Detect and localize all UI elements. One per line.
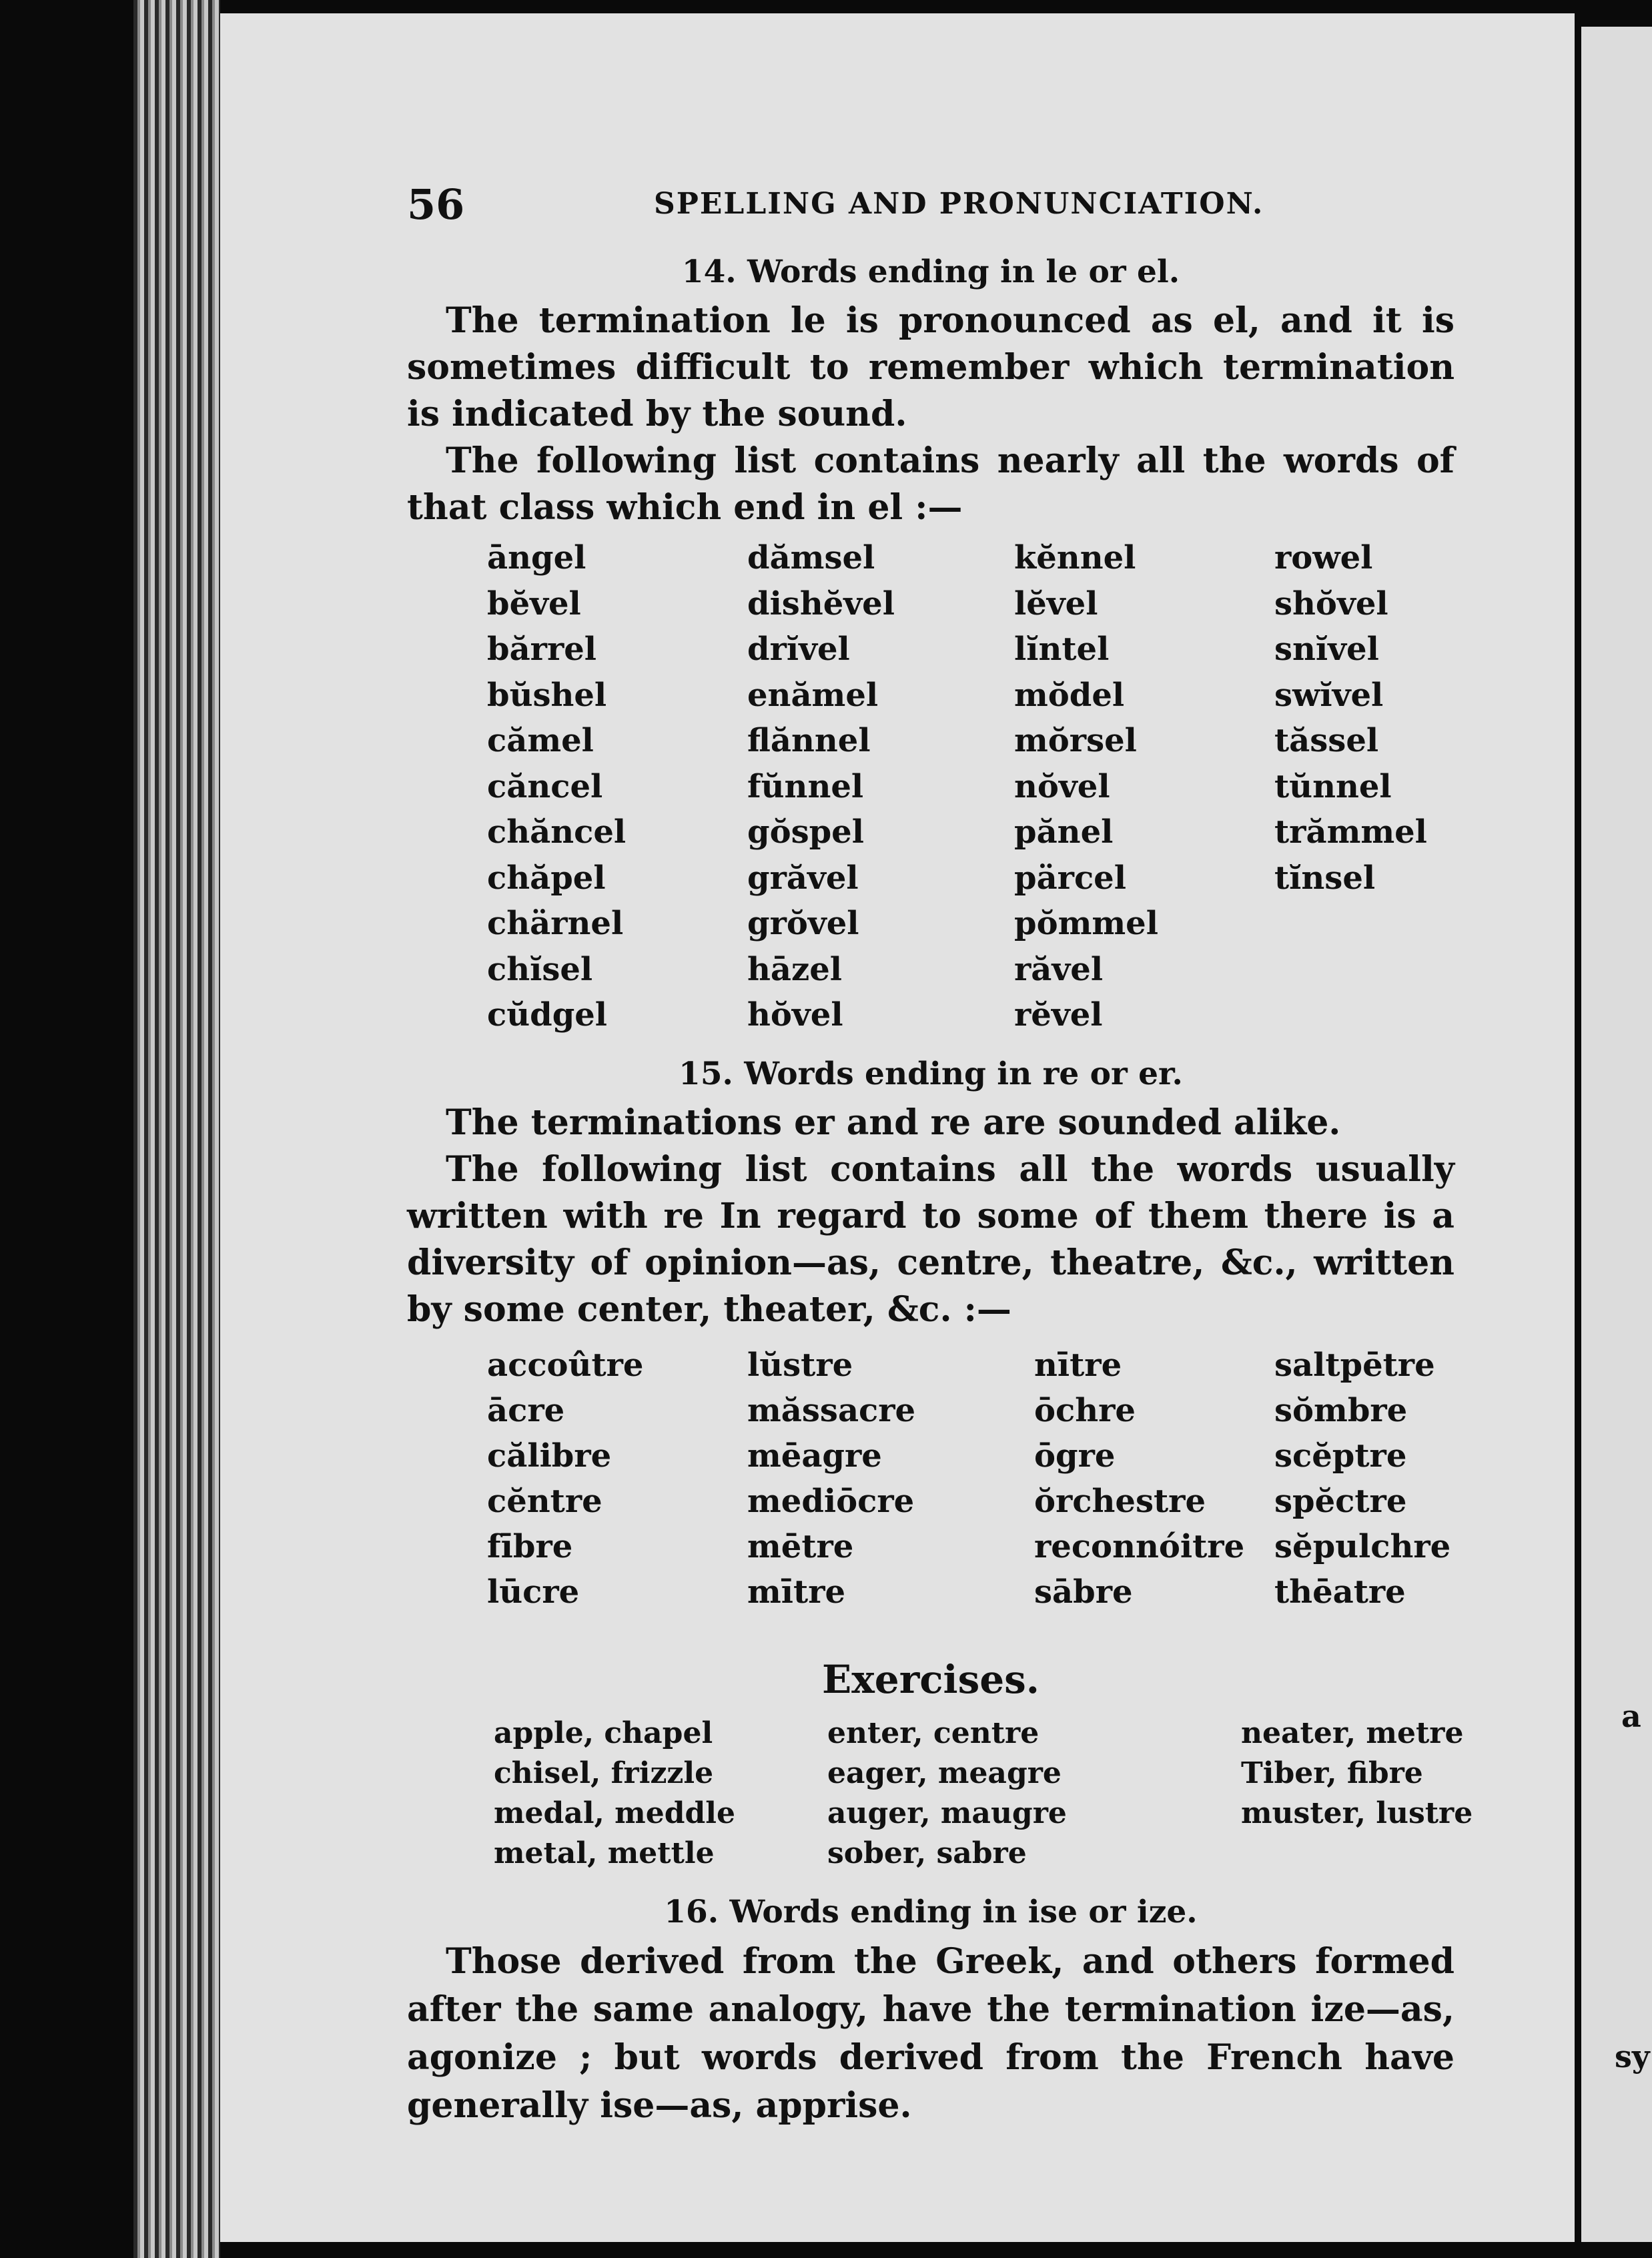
- page-header: [407, 180, 1455, 247]
- next-page-fragment-2: sy: [1615, 2038, 1650, 2075]
- list-item: hŏvel: [747, 996, 843, 1034]
- list-item: dishĕvel: [747, 585, 895, 623]
- list-item: chăncel: [487, 813, 627, 851]
- section-14: [407, 247, 1455, 1038]
- list-item: chăpel: [487, 859, 606, 897]
- list-item: kĕnnel: [1014, 539, 1136, 577]
- list-item: shŏvel: [1274, 585, 1388, 623]
- list-item: lūcre: [487, 1573, 580, 1611]
- re-word-column: [747, 1343, 1034, 1615]
- list-item: mētre: [747, 1527, 854, 1565]
- section-16: [407, 1887, 1455, 2130]
- list-item: sābre: [1034, 1573, 1133, 1611]
- list-item: saltpētre: [1274, 1346, 1435, 1384]
- list-item: bŭshel: [487, 676, 607, 714]
- list-item: călibre: [487, 1437, 612, 1475]
- re-word-column: [487, 1343, 747, 1615]
- section-15-paragraph-1: The terminations er and re are sounded alike.: [446, 1102, 1341, 1143]
- page-content: [407, 180, 1473, 2130]
- list-item: Tiber, fibre: [1241, 1756, 1423, 1790]
- list-item: āngel: [487, 539, 586, 577]
- list-item: apple, chapel: [494, 1716, 713, 1750]
- section-15-heading: 15. Words ending in re or er.: [679, 1055, 1183, 1092]
- list-item: răvel: [1014, 950, 1104, 988]
- exercise-list: [494, 1714, 1473, 1874]
- el-word-list: [487, 535, 1455, 1038]
- list-item: drĭvel: [747, 631, 850, 668]
- list-item: enter, centre: [827, 1716, 1040, 1750]
- list-item: mēagre: [747, 1437, 882, 1475]
- running-title: SPELLING AND PRONUNCIATION.: [654, 187, 1264, 221]
- list-item: sĕpulchre: [1274, 1527, 1451, 1565]
- list-item: ōchre: [1034, 1391, 1136, 1429]
- list-item: enămel: [747, 676, 879, 714]
- section-16-paragraph: Those derived from the Greek, and others formed after the same analogy, have the termination ize—as, agonize ; but words derived from the French have generally ise—as, apprise.: [407, 1940, 1455, 2126]
- list-item: snĭvel: [1274, 631, 1379, 668]
- list-item: pŏmmel: [1014, 905, 1158, 942]
- list-item: trămmel: [1274, 813, 1427, 851]
- list-item: reconnóitre: [1034, 1527, 1245, 1565]
- list-item: mŏdel: [1014, 676, 1125, 714]
- list-item: auger, maugre: [827, 1796, 1067, 1830]
- list-item: măssacre: [747, 1391, 916, 1429]
- list-item: chĭsel: [487, 950, 593, 988]
- list-item: ōgre: [1034, 1437, 1116, 1475]
- list-item: nītre: [1034, 1346, 1122, 1384]
- list-item: cĕntre: [487, 1482, 602, 1520]
- list-item: metal, mettle: [494, 1836, 715, 1870]
- list-item: fībre: [487, 1527, 573, 1565]
- section-14-heading: 14. Words ending in le or el.: [681, 254, 1180, 290]
- list-item: tŭnnel: [1274, 767, 1392, 805]
- section-15: [407, 1049, 1455, 1615]
- next-page-strip: [1581, 27, 1652, 2242]
- list-item: scĕptre: [1274, 1437, 1407, 1475]
- el-word-column: [1014, 535, 1274, 1038]
- section-16-heading: 16. Words ending in ise or ize.: [664, 1893, 1198, 1930]
- list-item: chisel, frizzle: [494, 1756, 714, 1790]
- list-item: grăvel: [747, 859, 859, 897]
- list-item: pärcel: [1014, 859, 1126, 897]
- list-item: cŭdgel: [487, 996, 608, 1034]
- list-item: cămel: [487, 722, 594, 759]
- exercise-column: [494, 1714, 827, 1874]
- exercises: [407, 1656, 1473, 1874]
- list-item: lĭntel: [1014, 631, 1110, 668]
- list-item: lŭstre: [747, 1346, 853, 1384]
- list-item: hāzel: [747, 950, 843, 988]
- list-item: nŏvel: [1014, 767, 1110, 805]
- exercise-column: [1241, 1714, 1541, 1874]
- el-word-column: [747, 535, 1014, 1038]
- re-word-list: [487, 1343, 1455, 1615]
- list-item: thēatre: [1274, 1573, 1406, 1611]
- list-item: mŏrsel: [1014, 722, 1137, 759]
- list-item: pănel: [1014, 813, 1114, 851]
- list-item: medal, meddle: [494, 1796, 735, 1830]
- list-item: bĕvel: [487, 585, 581, 623]
- list-item: spĕctre: [1274, 1482, 1407, 1520]
- list-item: tăssel: [1274, 722, 1379, 759]
- list-item: chärnel: [487, 905, 624, 942]
- list-item: rowel: [1274, 539, 1373, 577]
- list-item: dămsel: [747, 539, 875, 577]
- section-15-paragraph-2: The following list contains all the words usually written with re In regard to some of them there is a diversity of opinion—as, centre, theatre, &c., written by some center, theater, &c. :—: [407, 1148, 1455, 1330]
- page-edge-stack: [133, 0, 220, 2258]
- list-item: accoûtre: [487, 1346, 644, 1384]
- list-item: ŏrchestre: [1034, 1482, 1206, 1520]
- re-word-column: [1034, 1343, 1274, 1615]
- el-word-column: [1274, 535, 1515, 1038]
- list-item: eager, meagre: [827, 1756, 1062, 1790]
- list-item: tĭnsel: [1274, 859, 1376, 897]
- list-item: sober, sabre: [827, 1836, 1027, 1870]
- next-page-fragment-1: a: [1621, 1698, 1641, 1734]
- exercise-column: [827, 1714, 1241, 1874]
- list-item: sŏmbre: [1274, 1391, 1408, 1429]
- list-item: muster, lustre: [1241, 1796, 1473, 1830]
- re-word-column: [1274, 1343, 1515, 1615]
- exercises-title: Exercises.: [822, 1656, 1040, 1702]
- list-item: ācre: [487, 1391, 565, 1429]
- el-word-column: [487, 535, 747, 1038]
- list-item: gŏspel: [747, 813, 864, 851]
- section-14-paragraph-1: The termination le is pronounced as el, and it is sometimes difficult to remember which termination is indicated by the sound.: [407, 300, 1455, 434]
- list-item: lĕvel: [1014, 585, 1098, 623]
- list-item: bărrel: [487, 631, 597, 668]
- section-14-paragraph-2: The following list contains nearly all the words of that class which end in el :—: [407, 440, 1455, 528]
- page-number: 56: [407, 180, 465, 229]
- list-item: mediōcre: [747, 1482, 915, 1520]
- list-item: rĕvel: [1014, 996, 1103, 1034]
- list-item: neater, metre: [1241, 1716, 1464, 1750]
- list-item: flănnel: [747, 722, 871, 759]
- list-item: mītre: [747, 1573, 846, 1611]
- list-item: fŭnnel: [747, 767, 864, 805]
- list-item: swĭvel: [1274, 676, 1384, 714]
- list-item: căncel: [487, 767, 603, 805]
- list-item: grŏvel: [747, 905, 859, 942]
